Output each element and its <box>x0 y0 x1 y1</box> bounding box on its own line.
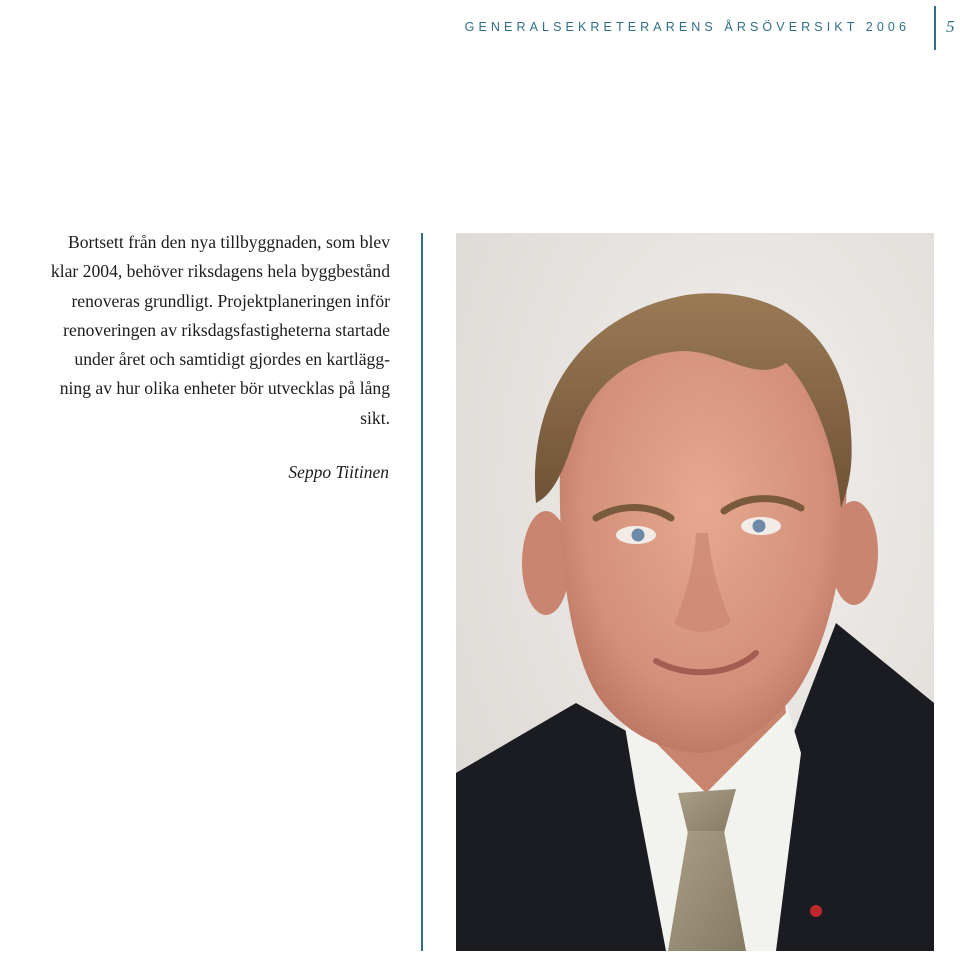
body-line: klar 2004, behöver riksdagens hela byggbestånd <box>50 261 390 282</box>
lapel-pin <box>810 905 822 917</box>
body-line: under året och samtidigt gjordes en kartlägg- <box>74 349 390 370</box>
header-divider <box>934 6 936 50</box>
body-line: ning av hur olika enheter bör utvecklas på lång <box>59 378 390 399</box>
page-number: 5 <box>946 17 955 36</box>
portrait-photo <box>456 233 934 951</box>
body-line: renoveringen av riksdagsfastigheterna startade <box>63 319 390 340</box>
column-divider <box>421 233 423 951</box>
body-paragraph <box>0 228 390 433</box>
body-line: Bortsett från den nya tillbyggnaden, som blev <box>68 232 390 252</box>
author-signature: Seppo Tiitinen <box>288 462 389 482</box>
body-line: renoveras grundligt. Projektplaneringen inför <box>71 290 390 311</box>
body-line: sikt. <box>360 407 390 428</box>
running-head-title: GENERALSEKRETERARENS ÅRSÖVERSIKT 2006 <box>464 20 910 34</box>
